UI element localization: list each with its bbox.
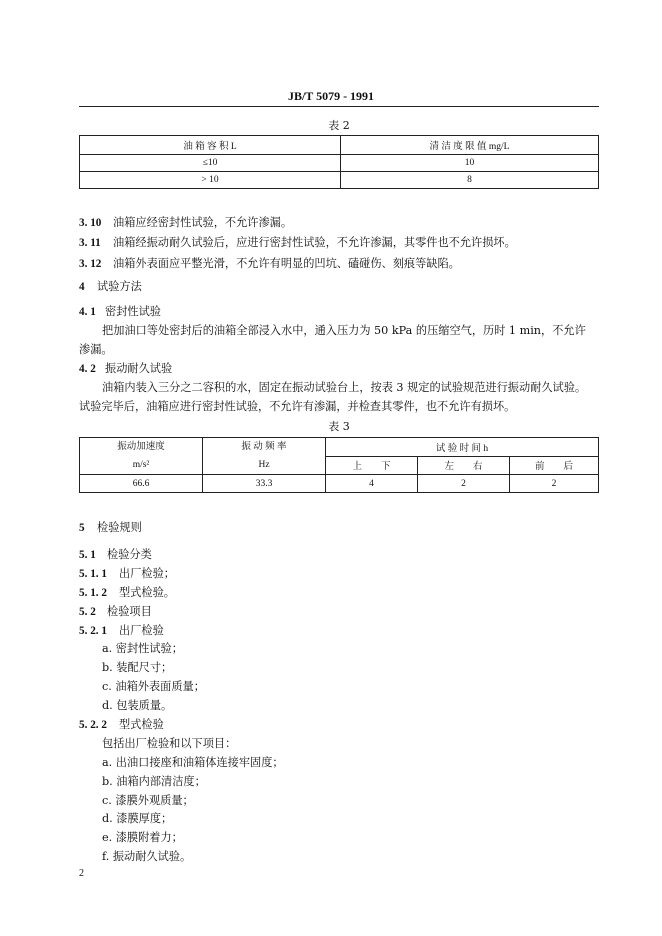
clause-number: 4. 1 xyxy=(79,306,96,318)
table-cell: 2 xyxy=(418,475,510,493)
clause-number: 3. 12 xyxy=(79,258,102,270)
header-label: 振动加速度 xyxy=(117,442,165,452)
clause-3-12 xyxy=(79,255,460,271)
clause-number: 5. 2 xyxy=(79,606,96,618)
table-cell: > 10 xyxy=(80,172,341,189)
clause-text: 油箱应经密封性试验，不允许渗漏。 xyxy=(113,216,293,229)
clause-text: 油箱经振动耐久试验后，应进行密封性试验，不允许渗漏，其零件也不允许损坏。 xyxy=(113,236,516,249)
clause-4-1-para: 把加油口等处密封后的油箱全部浸入水中，通入压力为 50 kPa 的压缩空气，历时 1 min，不允许 xyxy=(102,324,586,337)
table-3-header-leftright: 左 右 xyxy=(418,456,510,475)
clause-number: 5. 2. 2 xyxy=(79,719,107,731)
clause-text: 试验方法 xyxy=(97,280,142,293)
table-cell: 8 xyxy=(341,172,599,189)
table-3-caption: 表 3 xyxy=(328,420,350,433)
list-item: c. 漆膜外观质量； xyxy=(102,794,194,807)
table-row xyxy=(80,475,599,493)
list-item: c. 油箱外表面质量； xyxy=(102,680,205,693)
list-item: d. 包装质量。 xyxy=(102,699,173,712)
clause-text: 密封性试验 xyxy=(105,305,161,318)
clause-4-2 xyxy=(79,360,172,376)
clause-text: 出厂检验； xyxy=(119,567,175,580)
clause-number: 5. 1. 2 xyxy=(79,587,107,599)
list-item: d. 漆膜厚度； xyxy=(102,812,173,825)
table-cell: 66.6 xyxy=(80,475,203,493)
list-item: f. 振动耐久试验。 xyxy=(102,850,192,863)
header-unit: m/s² xyxy=(132,460,150,470)
table-3-header-frontback: 前 后 xyxy=(510,456,599,475)
section-4-heading xyxy=(79,278,142,294)
clause-5-1-1 xyxy=(79,565,175,581)
list-item: b. 油箱内部清洁度； xyxy=(102,775,206,788)
clause-text: 振动耐久试验 xyxy=(105,362,173,375)
page-number: 2 xyxy=(79,868,84,879)
list-item: a. 出油口接座和油箱体连接牢固度； xyxy=(102,756,284,769)
clause-text: 型式检验 xyxy=(119,718,164,731)
clause-text: 出厂检验 xyxy=(119,624,164,637)
table-3-header-acceleration xyxy=(80,438,203,475)
clause-5-1-2 xyxy=(79,584,175,600)
clause-3-11 xyxy=(79,234,516,250)
table-cell: ≤10 xyxy=(80,155,341,172)
clause-number: 5 xyxy=(79,522,85,534)
clause-3-10 xyxy=(79,214,292,230)
clause-number: 4 xyxy=(79,281,85,293)
table-2-header-volume: 油 箱 容 积 L xyxy=(80,136,341,155)
table-cell: 33.3 xyxy=(203,475,326,493)
document-header: JB/T 5079 - 1991 xyxy=(287,89,375,103)
clause-5-2-2-intro: 包括出厂检验和以下项目： xyxy=(102,737,237,750)
table-row xyxy=(80,172,599,189)
table-cell: 2 xyxy=(510,475,599,493)
clause-4-1-para-cont: 渗漏。 xyxy=(79,343,113,356)
clause-text: 检验分类 xyxy=(107,548,152,561)
clause-4-2-para-cont: 试验完毕后，油箱应进行密封性试验，不允许有渗漏，并检查其零件，也不允许有损坏。 xyxy=(79,400,516,413)
clause-number: 5. 1. 1 xyxy=(79,568,107,580)
clause-4-1 xyxy=(79,303,161,319)
table-3-header-time: 试 验 时 间 h xyxy=(326,438,599,457)
clause-5-1 xyxy=(79,546,152,562)
table-3-header-frequency xyxy=(203,438,326,475)
clause-number: 3. 11 xyxy=(79,237,101,249)
clause-text: 油箱外表面应平整光滑，不允许有明显的凹坑、磕碰伤、刻痕等缺陷。 xyxy=(113,257,460,270)
header-unit: Hz xyxy=(258,460,270,470)
table-2 xyxy=(79,135,599,189)
clause-text: 检验项目 xyxy=(107,605,152,618)
table-3-header-updown: 上 下 xyxy=(326,456,418,475)
clause-5-2 xyxy=(79,603,152,619)
clause-number: 4. 2 xyxy=(79,363,96,375)
list-item: a. 密封性试验； xyxy=(102,642,183,655)
header-rule xyxy=(79,106,599,107)
clause-number: 3. 10 xyxy=(79,217,102,229)
table-2-caption: 表 2 xyxy=(328,119,350,132)
header-label: 振 动 频 率 xyxy=(241,442,287,452)
clause-number: 5. 2. 1 xyxy=(79,625,107,637)
clause-number: 5. 1 xyxy=(79,549,96,561)
table-row xyxy=(80,155,599,172)
clause-4-2-para: 油箱内装入三分之二容积的水，固定在振动试验台上，按表 3 规定的试验规范进行振动耐久试验。 xyxy=(102,381,587,394)
clause-5-2-1 xyxy=(79,622,164,638)
clause-text: 检验规则 xyxy=(97,521,142,534)
clause-5-2-2 xyxy=(79,716,164,732)
list-item: b. 装配尺寸； xyxy=(102,661,173,674)
table-cell: 4 xyxy=(326,475,418,493)
table-2-header-limit: 清 洁 度 限 值 mg/L xyxy=(341,136,599,155)
list-item: e. 漆膜附着力； xyxy=(102,831,183,844)
section-5-heading xyxy=(79,519,142,535)
clause-text: 型式检验。 xyxy=(119,586,175,599)
table-3 xyxy=(79,437,599,493)
table-cell: 10 xyxy=(341,155,599,172)
